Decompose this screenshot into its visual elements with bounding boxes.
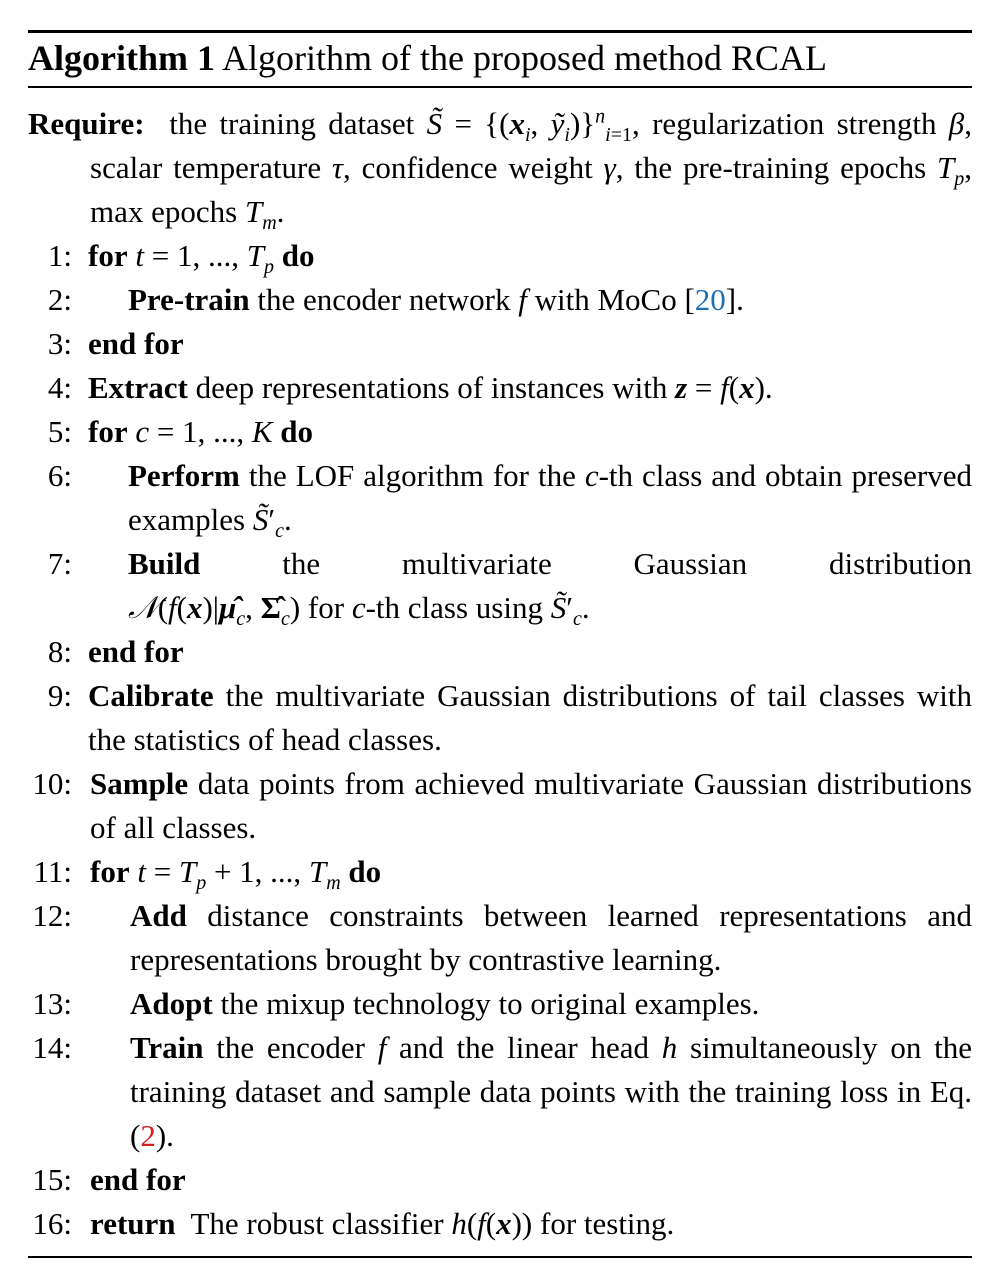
require-keyword: Require:	[28, 106, 145, 141]
line-number: 5:	[47, 414, 72, 449]
algorithm-line-13: 13: Adopt the mixup technology to original examples.	[28, 982, 972, 1026]
algorithm-line-14: 14: Train the encoder f and the linear head h simultaneously on the training dataset and sample data points with the training loss in Eq. (2).	[28, 1026, 972, 1158]
algorithm-line-7: 7: Build the multivariate Gaussian distribution $𝒩(f(x)|\mû_c$, $\Sigmâ_c$) for c-th class using $S̃'_c$.	[28, 542, 972, 630]
equation-link[interactable]: 2	[140, 1118, 156, 1153]
line-number: 12:	[32, 898, 72, 933]
algorithm-line-5: 5: for c = 1, ..., K do	[28, 410, 972, 454]
algorithm-line-11: 11: for $t = T_p + 1$, ..., $T_m$ do	[28, 850, 972, 894]
algorithm-line-6: 6: Perform the LOF algorithm for the c-th class and obtain preserved examples $S̃'_c$.	[28, 454, 972, 542]
citation-link[interactable]: 20	[694, 282, 726, 317]
line-number: 7:	[47, 546, 72, 581]
line-number: 13:	[32, 986, 72, 1021]
algorithm-caption	[28, 36, 972, 80]
algorithm-line-16: 16: return The robust classifier h(f(x)) for testing.	[28, 1202, 972, 1246]
caption-rule	[28, 86, 972, 88]
algorithm-line-15: 15: end for	[28, 1158, 972, 1202]
line-number: 8:	[47, 634, 72, 669]
line-number: 6:	[47, 458, 72, 493]
algorithm-line-9: 9: Calibrate the multivariate Gaussian distributions of tail classes with the statistics of head classes.	[28, 674, 972, 762]
line-number: 15:	[32, 1162, 72, 1197]
top-rule	[28, 30, 972, 33]
caption-label: Algorithm 1	[28, 38, 215, 78]
caption-text: Algorithm of the proposed method RCAL	[222, 38, 827, 78]
algorithm-line-3: 3: end for	[28, 322, 972, 366]
algorithm-line-10: 10: Sample data points from achieved multivariate Gaussian distributions of all classes.	[28, 762, 972, 850]
line-number: 11:	[33, 854, 72, 889]
line-number: 16:	[32, 1206, 72, 1241]
require-line: Require: the training dataset S̃ = {($x_i$, ỹ$_i$)}$^n_{i=1}$, regularization strength β, scalar temperature τ, confidence weight γ, the pre-training epochs $T_p$, max epochs $T_m$.	[28, 105, 972, 235]
line-number: 9:	[47, 678, 72, 713]
line-number: 10:	[32, 766, 72, 801]
line-number: 4:	[47, 370, 72, 405]
line-number: 14:	[32, 1030, 72, 1065]
algorithm-line-8: 8: end for	[28, 630, 972, 674]
algorithm-line-1: 1: for t = 1, ..., $T_p$ do	[28, 234, 972, 278]
line-number: 2:	[47, 282, 72, 317]
algorithm-line-12: 12: Add distance constraints between learned representations and representations brought by contrastive learning.	[28, 894, 972, 982]
algorithm-line-4: 4: Extract deep representations of instances with z = f(x).	[28, 366, 972, 410]
algorithm-line-2: 2: Pre-train the encoder network f with MoCo [20].	[28, 278, 972, 322]
line-number: 1:	[47, 238, 72, 273]
algorithm-body	[28, 102, 972, 1246]
line-number: 3:	[47, 326, 72, 361]
bottom-rule	[28, 1256, 972, 1258]
